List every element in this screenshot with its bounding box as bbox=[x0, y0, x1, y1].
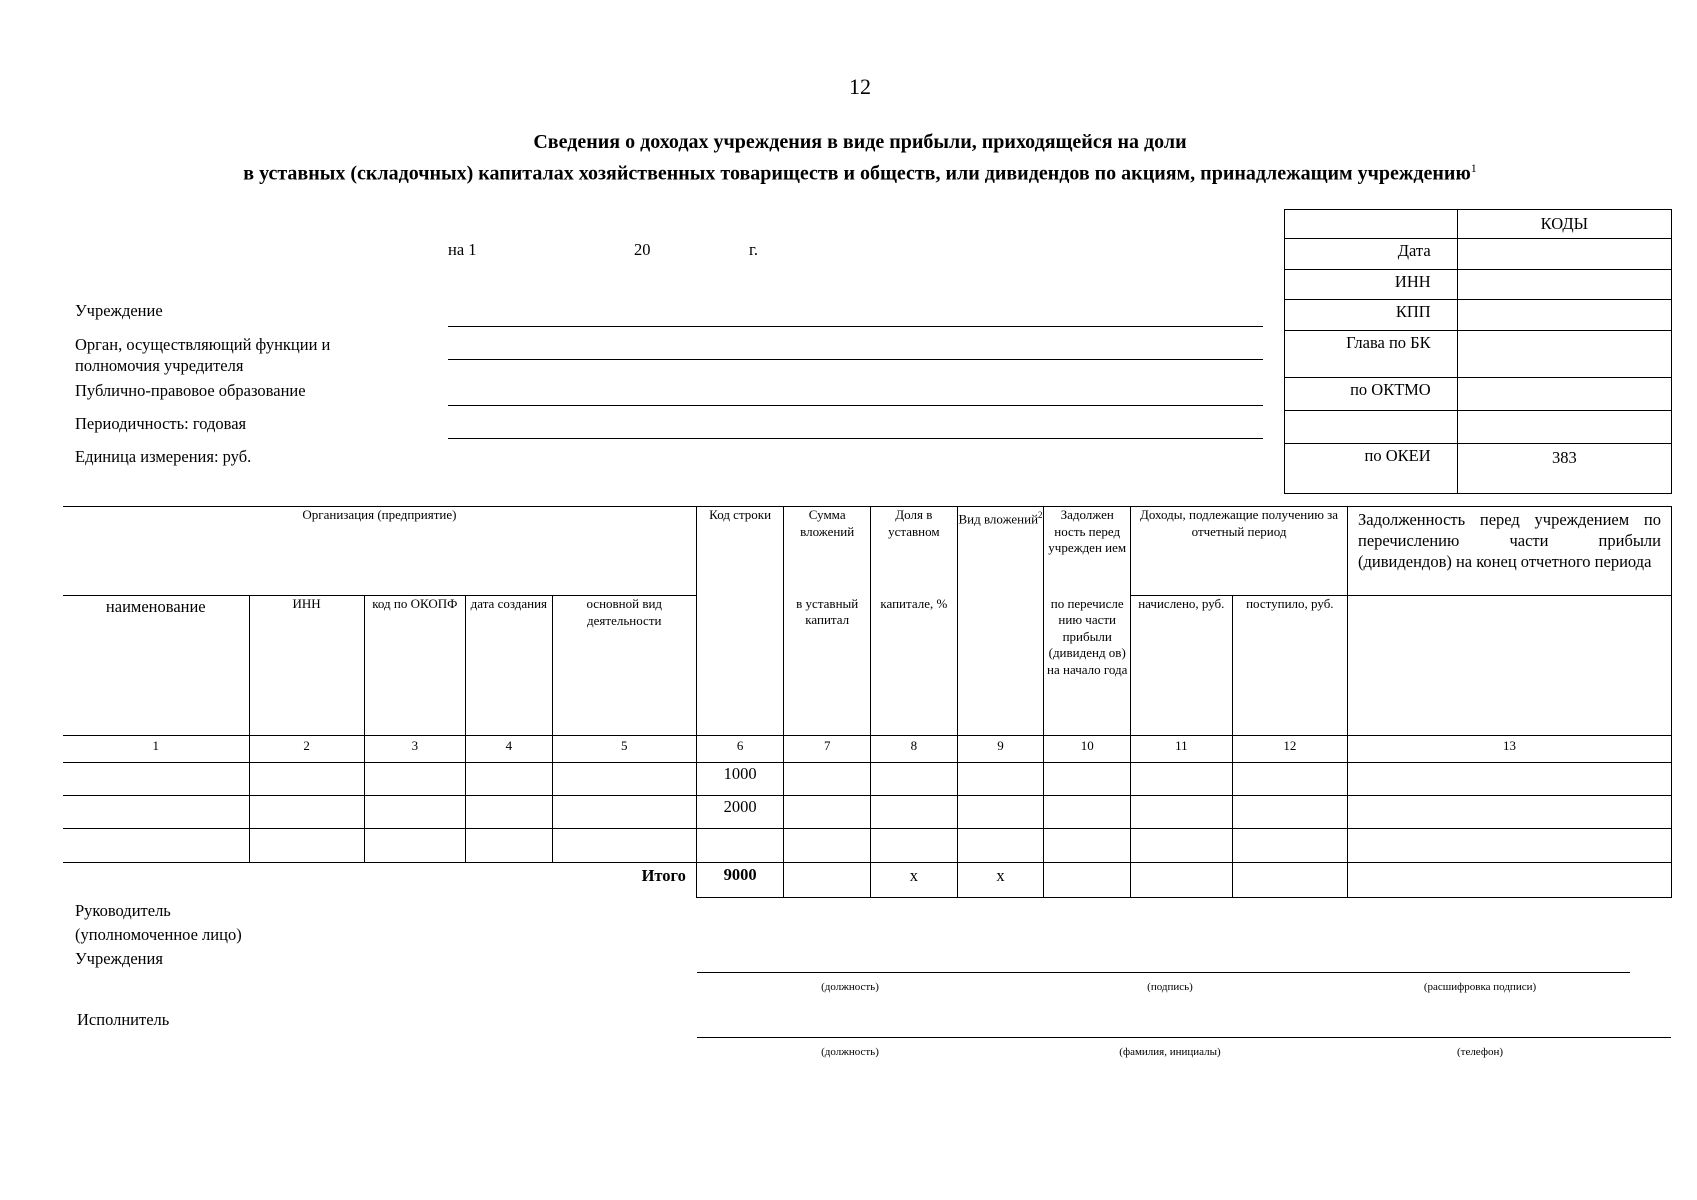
header-debt-end: Задолженность перед учреждением по перечислению части прибыли (дивидендов) на конец отчетного периода bbox=[1348, 507, 1672, 596]
table-row bbox=[63, 829, 1672, 863]
cell-accrued[interactable] bbox=[1131, 829, 1233, 863]
header-sum-bottom: в уставный капитал bbox=[784, 596, 871, 736]
cell-received[interactable] bbox=[1232, 829, 1347, 863]
date-suffix: г. bbox=[749, 240, 759, 259]
executor-name-caption: (фамилия, инициалы) bbox=[1119, 1046, 1221, 1058]
cell-inn[interactable] bbox=[249, 829, 364, 863]
cell-okopf[interactable] bbox=[364, 796, 465, 829]
page-number: 12 bbox=[849, 74, 871, 99]
cell-share[interactable] bbox=[871, 763, 958, 796]
cell-debt-start[interactable] bbox=[1044, 829, 1131, 863]
unit-label: Единица измерения: руб. bbox=[75, 447, 252, 466]
total-received[interactable] bbox=[1232, 863, 1347, 898]
header-created: дата создания bbox=[466, 596, 553, 736]
header-inn: ИНН bbox=[249, 596, 364, 736]
executor-signature-line[interactable] bbox=[697, 1037, 1671, 1038]
col-number-1: 1 bbox=[63, 736, 249, 763]
institution-input-line[interactable] bbox=[448, 326, 1263, 327]
head-signature-line[interactable] bbox=[697, 972, 1630, 973]
title-line-2 bbox=[0, 161, 1697, 186]
cell-received[interactable] bbox=[1232, 763, 1347, 796]
head-label-1: Руководитель bbox=[75, 901, 171, 920]
total-label: Итого bbox=[63, 863, 696, 898]
executor-phone-caption: (телефон) bbox=[1456, 1046, 1504, 1058]
cell-inn[interactable] bbox=[249, 763, 364, 796]
cell-activity[interactable] bbox=[552, 796, 696, 829]
col-number-11: 11 bbox=[1131, 736, 1233, 763]
codes-value-kpp[interactable] bbox=[1457, 300, 1671, 331]
head-decode-caption: (расшифровка подписи) bbox=[1423, 981, 1537, 993]
col-number-6: 6 bbox=[696, 736, 783, 763]
title-line-2-text: в уставных (складочных) капиталах хозяйственных товариществ и обществ, или дивидендов по акциям, принадлежащим учреждению bbox=[243, 162, 1471, 185]
codes-label-inn: ИНН bbox=[1285, 270, 1458, 300]
header-accrued: начислено, руб. bbox=[1131, 596, 1233, 736]
cell-created[interactable] bbox=[466, 796, 553, 829]
total-row-code: 9000 bbox=[696, 863, 783, 898]
codes-corner bbox=[1285, 210, 1458, 239]
date-year: 20 bbox=[634, 240, 651, 259]
col-number-12: 12 bbox=[1232, 736, 1347, 763]
cell-received[interactable] bbox=[1232, 796, 1347, 829]
codes-label-bk: Глава по БК bbox=[1285, 331, 1458, 378]
cell-okopf[interactable] bbox=[364, 829, 465, 863]
col-number-7: 7 bbox=[784, 736, 871, 763]
cell-kind[interactable] bbox=[957, 829, 1044, 863]
col-number-13: 13 bbox=[1348, 736, 1672, 763]
col-number-9: 9 bbox=[957, 736, 1044, 763]
total-debt-start[interactable] bbox=[1044, 863, 1131, 898]
periodicity-label: Периодичность: годовая bbox=[75, 414, 247, 433]
header-sum-top: Сумма вложений bbox=[784, 507, 871, 596]
total-row bbox=[63, 863, 1672, 898]
total-kind: x bbox=[957, 863, 1044, 898]
table-row bbox=[63, 796, 1672, 829]
cell-kind[interactable] bbox=[957, 796, 1044, 829]
col-number-5: 5 bbox=[552, 736, 696, 763]
codes-table bbox=[1284, 209, 1672, 494]
cell-debt-end[interactable] bbox=[1348, 763, 1672, 796]
header-investment-kind-sup: 2 bbox=[1038, 510, 1043, 520]
periodicity-input-line[interactable] bbox=[448, 438, 1263, 439]
date-prefix: на 1 bbox=[448, 240, 477, 259]
header-activity: основной вид деятельности bbox=[552, 596, 696, 736]
total-sum[interactable] bbox=[784, 863, 871, 898]
header-received: поступило, руб. bbox=[1232, 596, 1347, 736]
cell-okopf[interactable] bbox=[364, 763, 465, 796]
executor-label: Исполнитель bbox=[77, 1010, 170, 1029]
header-income: Доходы, подлежащие получению за отчетный период bbox=[1131, 507, 1348, 596]
cell-accrued[interactable] bbox=[1131, 796, 1233, 829]
cell-name[interactable] bbox=[63, 763, 249, 796]
total-debt-end[interactable] bbox=[1348, 863, 1672, 898]
header-investment-kind bbox=[957, 507, 1044, 736]
cell-kind[interactable] bbox=[957, 763, 1044, 796]
header-share-bottom: капитале, % bbox=[871, 596, 958, 736]
header-name: наименование bbox=[63, 596, 249, 736]
founder-label-2: полномочия учредителя bbox=[75, 356, 244, 375]
codes-value-inn[interactable] bbox=[1457, 270, 1671, 300]
col-number-4: 4 bbox=[466, 736, 553, 763]
codes-value-date[interactable] bbox=[1457, 239, 1671, 270]
cell-row-code: 1000 bbox=[696, 763, 783, 796]
institution-label: Учреждение bbox=[75, 301, 163, 320]
public-entity-input-line[interactable] bbox=[448, 405, 1263, 406]
codes-value-oktmo[interactable] bbox=[1457, 378, 1671, 411]
col-number-10: 10 bbox=[1044, 736, 1131, 763]
codes-label-okei: по ОКЕИ bbox=[1285, 444, 1458, 494]
cell-created[interactable] bbox=[466, 763, 553, 796]
codes-header: КОДЫ bbox=[1457, 210, 1671, 239]
header-row-code: Код строки bbox=[696, 507, 783, 736]
col-number-3: 3 bbox=[364, 736, 465, 763]
total-accrued[interactable] bbox=[1131, 863, 1233, 898]
cell-inn[interactable] bbox=[249, 796, 364, 829]
codes-label-empty bbox=[1285, 411, 1458, 444]
codes-label-oktmo: по ОКТМО bbox=[1285, 378, 1458, 411]
header-debt-end-empty bbox=[1348, 596, 1672, 736]
cell-accrued[interactable] bbox=[1131, 763, 1233, 796]
cell-activity[interactable] bbox=[552, 763, 696, 796]
founder-label-1: Орган, осуществляющий функции и bbox=[75, 335, 331, 354]
header-organization: Организация (предприятие) bbox=[63, 507, 696, 596]
codes-value-empty[interactable] bbox=[1457, 411, 1671, 444]
cell-debt-start[interactable] bbox=[1044, 796, 1131, 829]
cell-name[interactable] bbox=[63, 796, 249, 829]
founder-input-line[interactable] bbox=[448, 359, 1263, 360]
head-label-3: Учреждения bbox=[75, 949, 163, 968]
cell-share[interactable] bbox=[871, 796, 958, 829]
cell-created[interactable] bbox=[466, 829, 553, 863]
codes-label-kpp: КПП bbox=[1285, 300, 1458, 331]
cell-debt-end[interactable] bbox=[1348, 829, 1672, 863]
cell-debt-start[interactable] bbox=[1044, 763, 1131, 796]
head-label-2: (уполномоченное лицо) bbox=[75, 925, 242, 944]
cell-debt-end[interactable] bbox=[1348, 796, 1672, 829]
cell-name[interactable] bbox=[63, 829, 249, 863]
head-sign-caption: (подпись) bbox=[1147, 981, 1193, 993]
col-number-2: 2 bbox=[249, 736, 364, 763]
header-okopf: код по ОКОПФ bbox=[364, 596, 465, 736]
codes-value-okei: 383 bbox=[1457, 444, 1671, 494]
cell-sum[interactable] bbox=[784, 829, 871, 863]
head-position-caption: (должность) bbox=[821, 981, 879, 993]
table-row bbox=[63, 763, 1672, 796]
public-entity-label: Публично-правовое образование bbox=[75, 381, 306, 400]
cell-sum[interactable] bbox=[784, 796, 871, 829]
income-table bbox=[63, 506, 1672, 898]
title-footnote: 1 bbox=[1470, 161, 1477, 175]
codes-value-bk[interactable] bbox=[1457, 331, 1671, 378]
col-number-8: 8 bbox=[871, 736, 958, 763]
header-debt-bottom: по перечисле нию части прибыли (дивиденд ов) на начало года bbox=[1044, 596, 1131, 736]
total-share: x bbox=[871, 863, 958, 898]
cell-row-code bbox=[696, 829, 783, 863]
cell-row-code: 2000 bbox=[696, 796, 783, 829]
header-share-top: Доля в уставном bbox=[871, 507, 958, 596]
cell-share[interactable] bbox=[871, 829, 958, 863]
cell-sum[interactable] bbox=[784, 763, 871, 796]
header-investment-kind-text: Вид вложений bbox=[958, 511, 1039, 527]
codes-label-date: Дата bbox=[1285, 239, 1458, 270]
title-line-1: Сведения о доходах учреждения в виде прибыли, приходящейся на доли bbox=[533, 131, 1187, 153]
header-debt-top: Задолжен ность перед учрежден ием bbox=[1044, 507, 1131, 596]
executor-position-caption: (должность) bbox=[821, 1046, 879, 1058]
cell-activity[interactable] bbox=[552, 829, 696, 863]
